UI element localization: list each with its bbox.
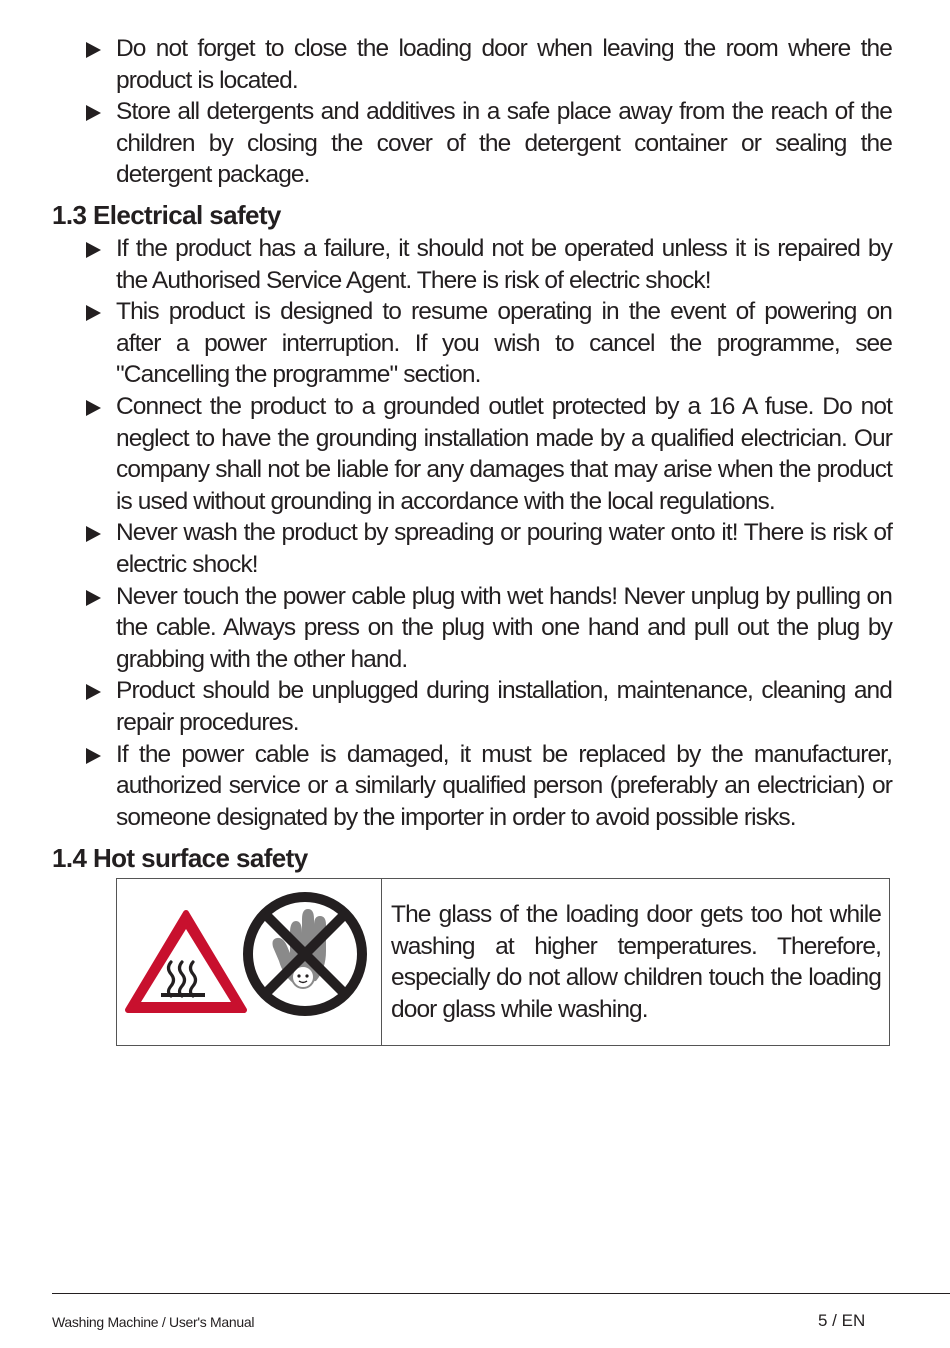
- footer-divider: [52, 1293, 950, 1294]
- electrical-bullet-list: [86, 233, 892, 833]
- section-heading-hot-surface: 1.4 Hot surface safety: [52, 843, 308, 873]
- hot-surface-warning-box: [116, 878, 890, 1046]
- bullet-arrow-icon: [86, 748, 101, 764]
- bullet-item: Never wash the product by spreading or pouring water onto it! There is risk of electric shock!: [86, 517, 892, 580]
- bullet-item: Connect the product to a grounded outlet protected by a 16 A fuse. Do not neglect to have the grounding installation made by a qualified electrician. Our company shall not be liable for any damages that may arise when the product is used without grounding in accordance with the local regulations.: [86, 391, 892, 517]
- footer-manual-title: Washing Machine / User's Manual: [52, 1314, 255, 1330]
- footer-page-number: 5 / EN: [818, 1311, 866, 1330]
- bullet-arrow-icon: [86, 305, 101, 321]
- section-heading-electrical: 1.3 Electrical safety: [52, 200, 281, 230]
- bullet-arrow-icon: [86, 42, 101, 58]
- bullet-arrow-icon: [86, 105, 101, 121]
- bullet-item: This product is designed to resume operating in the event of powering on after a power interruption. If you wish to cancel the programme, see "Cancelling the programme" section.: [86, 296, 892, 391]
- no-touch-child-icon: [248, 897, 362, 1011]
- bullet-item: If the product has a failure, it should not be operated unless it is repaired by the Authorised Service Agent. There is risk of electric shock!: [86, 233, 892, 296]
- hot-surface-warning-icon: [128, 913, 244, 1010]
- bullet-item: Never touch the power cable plug with wet hands! Never unplug by pulling on the cable. Always press on the plug with one hand and pull out the plug by grabbing with the other hand.: [86, 581, 892, 676]
- bullet-item: Store all detergents and additives in a safe place away from the reach of the children by closing the cover of the detergent container or sealing the detergent package.: [86, 96, 892, 191]
- bullet-arrow-icon: [86, 526, 101, 542]
- intro-bullet-list: [86, 33, 892, 191]
- bullet-arrow-icon: [86, 590, 101, 606]
- bullet-arrow-icon: [86, 242, 101, 258]
- warning-icons-svg: [117, 879, 381, 1045]
- bullet-arrow-icon: [86, 684, 101, 700]
- warning-text: The glass of the loading door gets too hot while washing at higher temperatures. Therefore, especially do not allow children touch the loading door glass while washing.: [391, 901, 881, 1023]
- warning-icons-cell: [117, 879, 382, 1045]
- bullet-arrow-icon: [86, 400, 101, 416]
- bullet-item: Do not forget to close the loading door when leaving the room where the product is located.: [86, 33, 892, 96]
- bullet-item: Product should be unplugged during installation, maintenance, cleaning and repair procedures.: [86, 675, 892, 738]
- bullet-item: If the power cable is damaged, it must be replaced by the manufacturer, authorized service or a similarly qualified person (preferably an electrician) or someone designated by the importer in order to avoid possible risks.: [86, 739, 892, 834]
